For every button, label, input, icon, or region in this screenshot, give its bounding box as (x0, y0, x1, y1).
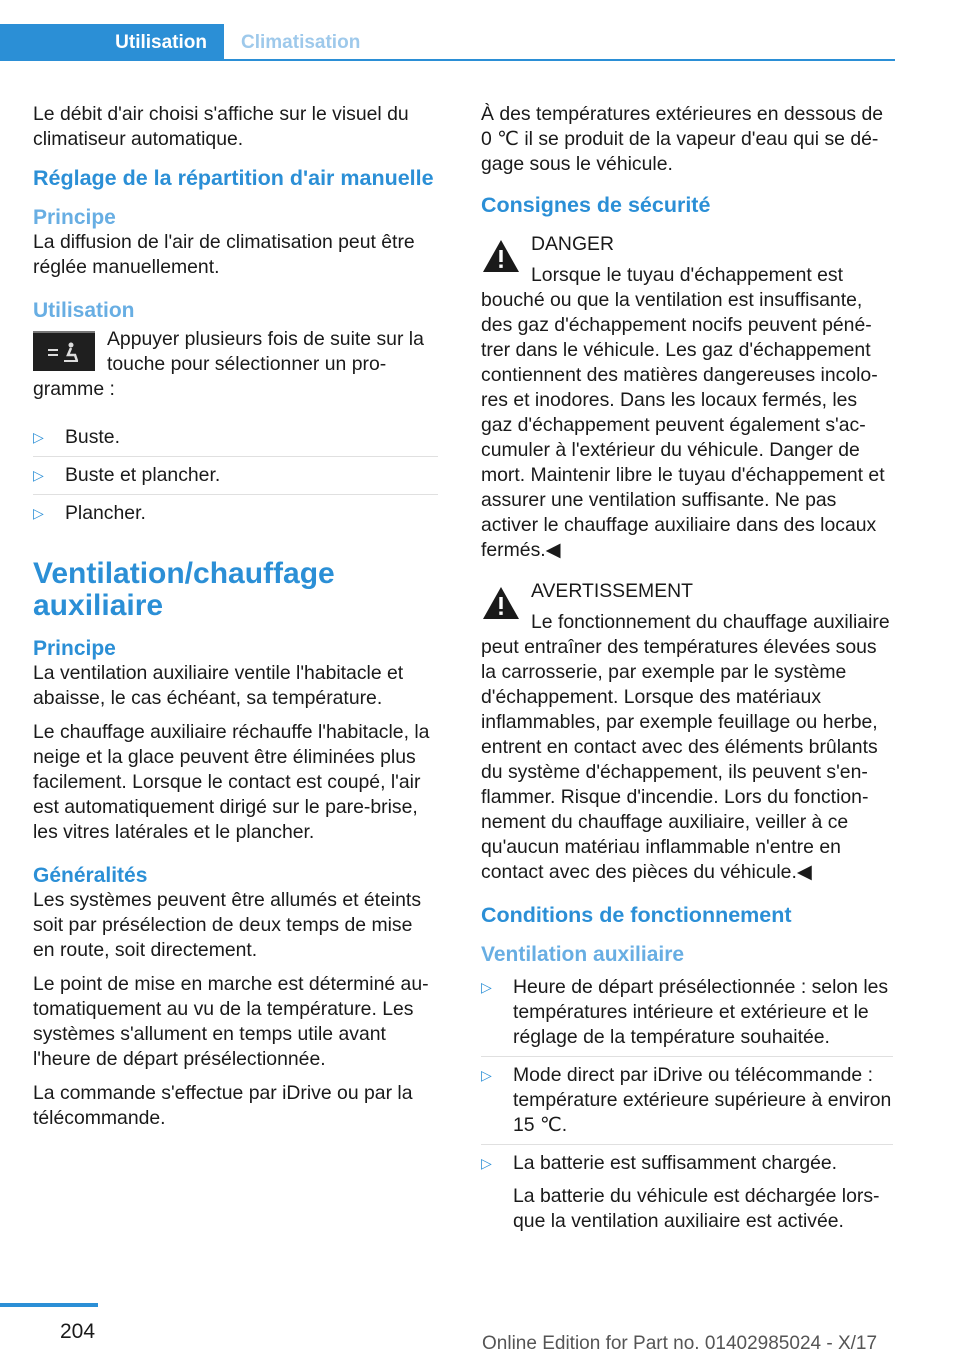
avertissement-notice (481, 579, 893, 885)
footer-accent (0, 1303, 98, 1307)
warning-triangle-icon (481, 238, 521, 274)
header-rule (224, 59, 895, 61)
conditions-list (481, 975, 893, 1240)
danger-notice (481, 232, 893, 563)
heading-securite: Consignes de sécurité (481, 193, 711, 217)
avertissement-text: Le fonctionnement du chauffage auxiliaire peut entraîner des températures élevées sous la carrosserie, par exemple par le système d'échappement. Lorsque des matériaux inflammables, par exemple feuillage ou herbe, entrent en contact avec des éléments brûlants du système d'échappement, ils peuvent s'enflammer. Risque d'incendie. Lors du fonctionnement du chauffage auxiliaire, veiller à ce qu'aucun matériau inflammable n'entre en contact avec des pièces du véhicule.◀ (481, 611, 890, 883)
heading-ventilation-auxiliaire: Ventilation auxiliaire (481, 943, 685, 966)
warning-triangle-icon (481, 585, 521, 621)
heading-ventilation: Ventilation/chauffage auxiliaire (33, 557, 335, 622)
generalites-paragraph-3: La commande s'effectue par iDrive ou par la télécommande. (33, 1082, 413, 1129)
list-item: ▷ Buste. (33, 425, 438, 457)
heading-generalites: Généralités (33, 864, 148, 887)
vapor-paragraph: À des températures extérieures en dessous de 0 ℃ il se produit de la vapeur d'eau qui se dégage sous le véhicule. (481, 103, 884, 175)
principe-paragraph: La diffusion de l'air de climatisation peut être réglée manuellement. (33, 231, 415, 278)
airflow-button-icon (33, 331, 95, 371)
heading-principe-2: Principe (33, 637, 116, 660)
danger-text: Lorsque le tuyau d'échappement est bouché ou que la ventilation est insuffisante, des gaz d'échappement nocifs peuvent pénétrer dans le véhicule. Les gaz d'échappement contiennent des matières dangereuses incolores et inodores. Dans les locaux fermés, les gaz d'échappement peuvent également s'accumuler à l'extérieur du véhicule. Danger de mort. Maintenir libre le tuyau d'échappement et assurer une ventilation suffisante. Ne pas activer le chauffage auxiliaire dans des locaux fermés.◀ (481, 264, 885, 561)
header-tabs (0, 24, 895, 61)
intro-paragraph: Le débit d'air choisi s'affiche sur le visuel du climatiseur automatique. (33, 103, 409, 150)
list-item: ▷ La batterie est suffisamment chargée. La batterie du véhicule est déchargée lorsque la ventilation auxiliaire est activée. (481, 1151, 893, 1240)
heading-conditions: Conditions de fonctionnement (481, 903, 792, 927)
utilisation-paragraph: Appuyer plusieurs fois de suite sur la touche pour sélectionner un programme : (33, 328, 424, 400)
list-item: ▷ Plancher. (33, 502, 146, 524)
edition-note: Online Edition for Part no. 01402985024 - X/17 (482, 1333, 878, 1354)
generalites-paragraph-1: Les systèmes peuvent être allumés et éteints soit par présélection de deux temps de mise en route, soit directement. (33, 889, 422, 961)
list-item: ▷ Buste et plancher. (33, 463, 438, 495)
page-number: 204 (60, 1320, 96, 1343)
right-column (481, 102, 893, 1246)
heading-utilisation: Utilisation (33, 299, 135, 322)
avertissement-title: AVERTISSEMENT (531, 580, 693, 602)
principe2a-paragraph: La ventilation auxiliaire ventile l'habitacle et abaisse, le cas échéant, sa température. (33, 662, 404, 709)
principe2b-paragraph: Le chauffage auxiliaire réchauffe l'habitacle, la neige et la glace peuvent être éliminées plus facilement. Lorsque le contact est coupé, l'air est automatiquement dirigé sur le pare-brise, les vitres latérales et le plancher. (33, 721, 430, 843)
generalites-paragraph-2: Le point de mise en marche est déterminé automatiquement au vu de la température. Les systèmes s'allument en temps utile avant l'heure de départ présélectionnée. (33, 973, 429, 1070)
danger-title: DANGER (531, 233, 614, 255)
left-column (33, 102, 438, 1140)
heading-repartition: Réglage de la répartition d'air manuelle (33, 166, 434, 190)
battery-note: La batterie du véhicule est déchargée lorsque la ventilation auxiliaire est activée. (513, 1185, 880, 1232)
list-item: ▷ Heure de départ présélectionnée : selon les températures intérieure et extérieure et le réglage de la température souhaitée. (481, 975, 893, 1057)
program-list (33, 425, 438, 532)
tab-climatisation[interactable]: Climatisation (241, 31, 361, 53)
heading-principe: Principe (33, 206, 116, 229)
list-item: ▷ Mode direct par iDrive ou télécommande : température extérieure supérieure à environ 15 ℃. (481, 1063, 893, 1145)
tab-utilisation[interactable]: Utilisation (0, 24, 224, 61)
